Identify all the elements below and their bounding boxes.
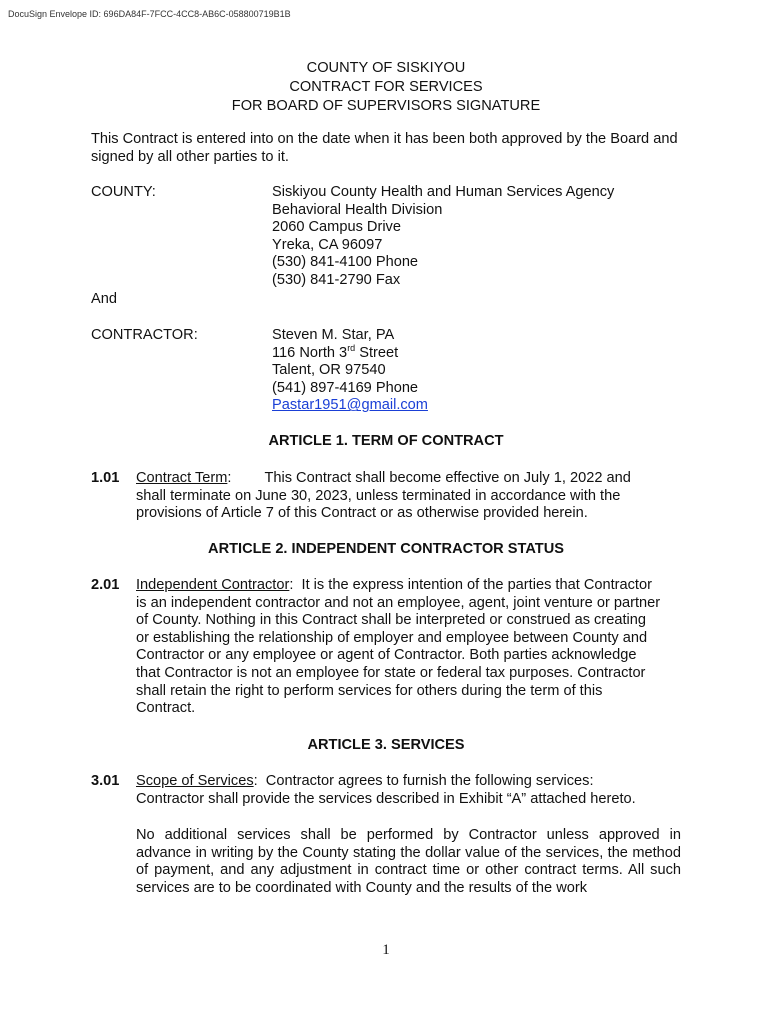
section-2-01-text <box>136 577 681 718</box>
scope-of-services-heading: Scope of Services <box>136 773 254 789</box>
status-line: of County. Nothing in this Contract shall be interpreted or construed as creating <box>136 612 646 629</box>
services-line: Contractor agrees to furnish the following services: <box>257 773 594 789</box>
heading-colon: : <box>289 577 294 593</box>
section-3-01-text <box>136 773 681 808</box>
additional-services-paragraph: No additional services shall be performed by Contractor unless approved in advance in writing by the County stating the dollar value of the services, the method of payment, and any adjustment in contract time or other contract terms. All such services are to be coordinated with County and the results of the work <box>136 827 681 896</box>
section-1-01-text <box>136 470 681 523</box>
article-3-title: ARTICLE 3. SERVICES <box>307 737 465 753</box>
status-line: It is the express intention of the parties that Contractor <box>293 577 652 593</box>
article-2-title: ARTICLE 2. INDEPENDENT CONTRACTOR STATUS <box>208 541 564 557</box>
independent-contractor-heading: Independent Contractor <box>136 577 290 593</box>
street-number: 116 North 3 <box>272 344 348 361</box>
section-1-01-number: 1.01 <box>91 470 120 486</box>
county-line: 2060 Campus Drive <box>272 219 401 236</box>
county-line: Siskiyou County Health and Human Services Agency <box>272 184 615 200</box>
header-contract: CONTRACT FOR SERVICES <box>289 79 483 95</box>
status-line: shall retain the right to perform services for others during the term of this <box>136 682 603 699</box>
county-address <box>272 184 614 290</box>
contractor-name: Steven M. Star, PA <box>272 327 395 343</box>
document-header <box>91 59 681 116</box>
county-line: (530) 841-4100 Phone <box>272 254 419 271</box>
section-3-01-number: 3.01 <box>91 773 120 789</box>
status-line: or establishing the relationship of employer and employee between County and <box>136 629 648 646</box>
contractor-street <box>272 342 428 363</box>
contractor-address <box>272 327 428 415</box>
contractor-phone: (541) 897-4169 Phone <box>272 379 419 396</box>
header-board: FOR BOARD OF SUPERVISORS SIGNATURE <box>231 98 541 114</box>
contract-term-heading: Contract Term <box>136 470 228 486</box>
county-label: COUNTY: <box>91 184 156 200</box>
contractor-label: CONTRACTOR: <box>91 327 198 343</box>
term-line: provisions of Article 7 of this Contract or as otherwise provided herein. <box>136 505 588 522</box>
page-number: 1 <box>382 942 390 958</box>
status-line: is an independent contractor and not an employee, agent, joint venture or partner <box>136 594 661 611</box>
term-line: This Contract shall become effective on July 1, 2022 and <box>264 470 631 486</box>
section-2-01-number: 2.01 <box>91 577 120 593</box>
article-1-title: ARTICLE 1. TERM OF CONTRACT <box>268 433 504 449</box>
status-line: that Contractor is not an employee for state or federal tax purposes. Contractor <box>136 664 646 681</box>
county-line: Behavioral Health Division <box>272 201 443 218</box>
header-county: COUNTY OF SISKIYOU <box>306 60 466 76</box>
term-line: shall terminate on June 30, 2023, unless terminated in accordance with the <box>136 487 621 504</box>
services-line: Contractor shall provide the services described in Exhibit “A” attached hereto. <box>136 790 636 807</box>
docusign-envelope-id: DocuSign Envelope ID: 696DA84F-7FCC-4CC8-AB6C-058800719B1B <box>8 9 291 19</box>
county-line: (530) 841-2790 Fax <box>272 271 401 288</box>
street-ordinal: rd <box>347 342 356 353</box>
and-label: And <box>91 291 117 307</box>
heading-colon: : <box>227 470 232 486</box>
status-line: Contractor or any employee or agent of Contractor. Both parties acknowledge <box>136 647 637 664</box>
county-line: Yreka, CA 96097 <box>272 236 383 253</box>
status-line: Contract. <box>136 700 196 717</box>
intro-paragraph: This Contract is entered into on the date when it has been both approved by the Board and signed by all other parties to it. <box>91 131 678 165</box>
contractor-city: Talent, OR 97540 <box>272 362 386 379</box>
street-name: Street <box>355 344 399 361</box>
contractor-email-link[interactable]: Pastar1951@gmail.com <box>272 397 428 414</box>
heading-colon: : <box>253 773 258 789</box>
